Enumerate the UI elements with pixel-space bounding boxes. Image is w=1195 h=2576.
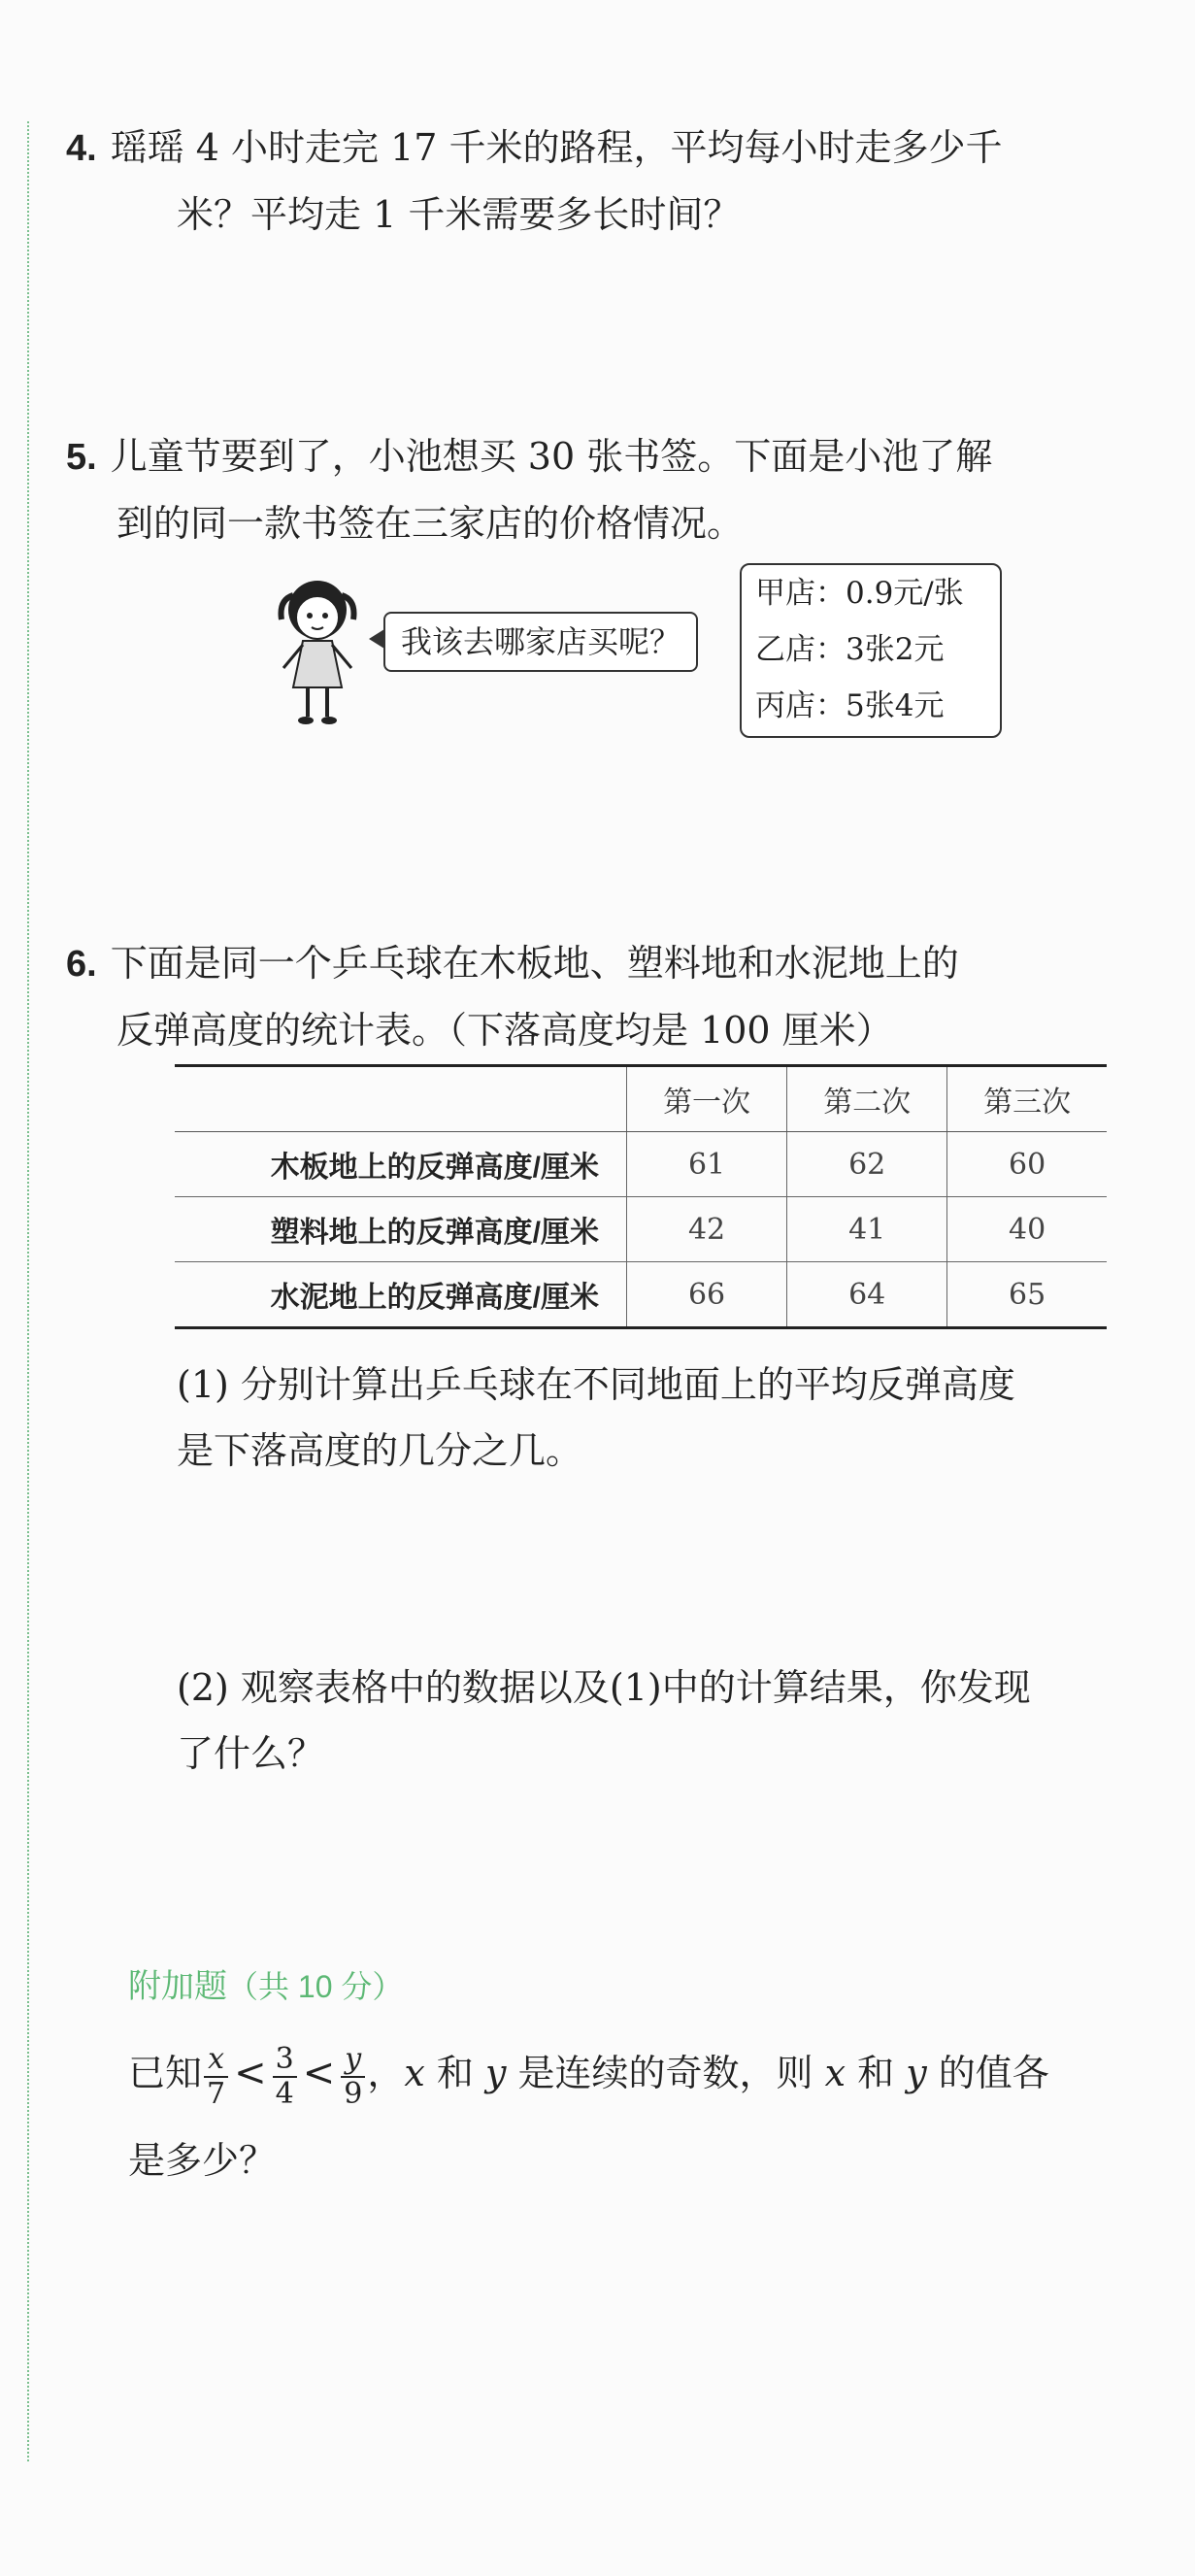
table-cell: 66	[627, 1262, 787, 1328]
question-5	[66, 423, 1107, 556]
question-text-line2: 到的同一款书签在三家店的价格情况。	[116, 502, 745, 545]
variable-x: x	[404, 2052, 425, 2094]
fraction-denominator: 9	[344, 2076, 363, 2111]
fraction-numerator: x	[204, 2043, 228, 2078]
extra-points: （共 10 分）	[227, 1969, 404, 2004]
price-shop-b: 乙店：3张2元	[755, 632, 945, 667]
sub-question-1	[177, 1352, 1109, 1484]
table-header-cell: 第一次	[627, 1066, 787, 1132]
sub-question-2-line2: 了什么？	[177, 1732, 325, 1775]
row-label: 水泥地上的反弹高度/厘米	[175, 1262, 627, 1328]
fraction-3-over-4	[273, 2043, 297, 2111]
less-than-sign: <	[302, 2051, 336, 2095]
sub-question-1-line2: 是下落高度的几分之几。	[177, 1429, 583, 1472]
question-text-line2: 反弹高度的统计表。（下落高度均是 100 厘米）	[116, 1009, 893, 1052]
question-text-line1: 瑶瑶 4 小时走完 17 千米的路程，平均每小时走多少千	[110, 126, 1003, 169]
price-shop-c: 丙店：5张4元	[755, 688, 945, 723]
row-label: 塑料地上的反弹高度/厘米	[175, 1197, 627, 1262]
fraction-denominator: 4	[275, 2076, 294, 2111]
fraction-numerator: 3	[273, 2043, 297, 2078]
question-4	[66, 115, 1107, 248]
extra-question	[128, 2029, 1109, 2204]
extra-question-line2: 是多少？	[128, 2139, 277, 2182]
fraction-y-over-9	[341, 2043, 365, 2111]
extra-question-line1	[128, 2029, 1109, 2117]
variable-x: x	[824, 2052, 846, 2094]
sub-question-2-line1: (2) 观察表格中的数据以及(1)中的计算结果，你发现	[177, 1666, 1031, 1709]
text: 的值各	[926, 2052, 1049, 2094]
table-row	[175, 1132, 1107, 1197]
table-cell: 62	[787, 1132, 947, 1197]
variable-y: y	[906, 2052, 927, 2094]
table-header-cell: 第二次	[787, 1066, 947, 1132]
text: ，	[367, 2052, 405, 2094]
fraction-denominator: 7	[207, 2076, 226, 2111]
row-label: 木板地上的反弹高度/厘米	[175, 1132, 627, 1197]
fraction-numerator: y	[341, 2043, 365, 2078]
price-shop-a: 甲店：0.9元/张	[755, 576, 964, 611]
variable-y: y	[484, 2052, 507, 2094]
table-cell: 65	[947, 1262, 1107, 1328]
margin-dotted-line	[27, 121, 29, 2461]
table-row	[175, 1262, 1107, 1328]
table-header-empty	[175, 1066, 627, 1132]
table-cell: 64	[787, 1262, 947, 1328]
table-cell: 61	[627, 1132, 787, 1197]
extra-question-title	[128, 1959, 403, 2007]
question-text-line1: 儿童节要到了，小池想买 30 张书签。下面是小池了解	[110, 435, 993, 478]
question-number: 5.	[66, 437, 97, 478]
speech-bubble: 我该去哪家店买呢？	[383, 612, 698, 672]
question-text-line2: 米？平均走 1 千米需要多长时间？	[177, 193, 741, 236]
question-number: 4.	[66, 128, 97, 169]
table-cell: 41	[787, 1197, 947, 1262]
price-box	[740, 563, 1002, 738]
sub-question-2	[177, 1655, 1109, 1787]
table-cell: 40	[947, 1197, 1107, 1262]
question-6	[66, 930, 1107, 1063]
text: 是连续的奇数，则	[506, 2052, 825, 2094]
table-header-row	[175, 1066, 1107, 1132]
sub-question-1-line1: (1) 分别计算出乒乓球在不同地面上的平均反弹高度	[177, 1363, 1015, 1406]
table-cell: 60	[947, 1132, 1107, 1197]
girl-illustration	[264, 571, 371, 736]
table-header-cell: 第三次	[947, 1066, 1107, 1132]
less-than-sign: <	[234, 2051, 267, 2095]
bounce-height-table	[175, 1064, 1107, 1329]
text: 和	[424, 2052, 485, 2094]
question-number: 6.	[66, 944, 97, 985]
text: 和	[846, 2052, 907, 2094]
extra-title-text: 附加题	[128, 1968, 227, 2005]
table-cell: 42	[627, 1197, 787, 1262]
question-text-line1: 下面是同一个乒乓球在木板地、塑料地和水泥地上的	[110, 942, 959, 985]
fraction-x-over-7	[204, 2043, 228, 2111]
speech-bubble-tail	[369, 629, 384, 649]
table-row	[175, 1197, 1107, 1262]
extra-prefix: 已知	[128, 2052, 203, 2094]
